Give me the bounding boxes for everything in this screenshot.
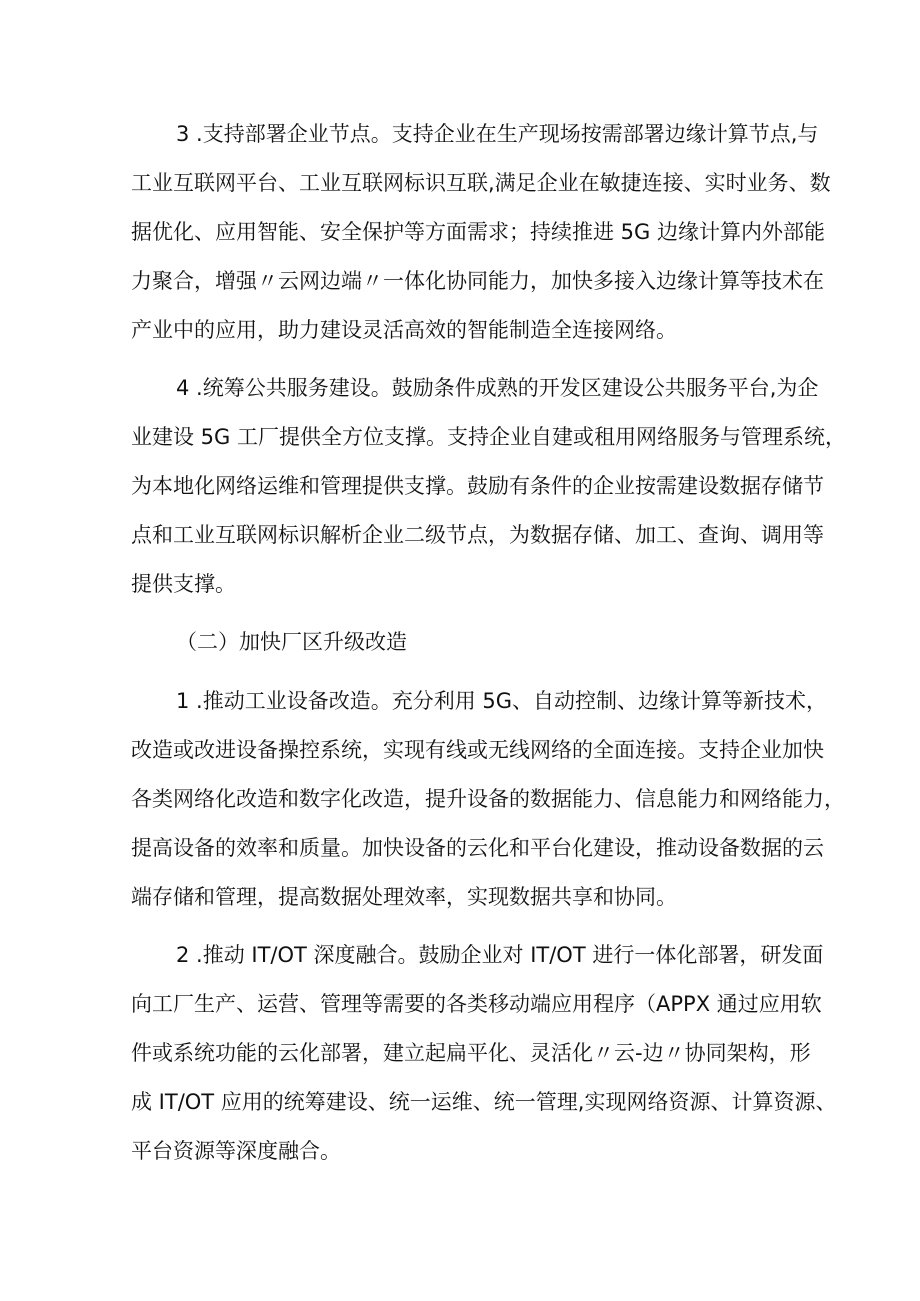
- text-line: 1 .推动工业设备改造。充分利用 5G、自动控制、边缘计算等新技术，: [176, 689, 828, 713]
- text-line: 4 .统筹公共服务建设。鼓励条件成熟的开发区建设公共服务平台,为企: [176, 376, 819, 400]
- text-line: 产业中的应用，助力建设灵活高效的智能制造全连接网络。: [131, 318, 677, 342]
- text-line: 3 .支持部署企业节点。支持企业在生产现场按需部署边缘计算节点,与: [176, 122, 819, 146]
- text-line: 2 .推动 IT/OT 深度融合。鼓励企业对 IT/OT 进行一体化部署，研发面: [176, 943, 824, 967]
- text-line: 平台资源等深度融合。: [131, 1139, 341, 1163]
- text-line: 提供支撑。: [131, 572, 236, 596]
- text-line: 工业互联网平台、工业互联网标识互联,满足企业在敏捷连接、实时业务、数: [131, 171, 831, 195]
- text-line: 业建设 5G 工厂提供全方位支撑。支持企业自建或租用网络服务与管理系统，: [131, 425, 846, 449]
- text-line: 力聚合，增强〃云网边端〃一体化协同能力，加快多接入边缘计算等技术在: [131, 269, 824, 293]
- text-line: 据优化、应用智能、安全保护等方面需求；持续推进 5G 边缘计算内外部能: [131, 220, 825, 244]
- text-line: 成 IT/OT 应用的统筹建设、统一运维、统一管理,实现网络资源、计算资源、: [131, 1090, 837, 1114]
- text-line: 提高设备的效率和质量。加快设备的云化和平台化建设，推动设备数据的云: [131, 836, 824, 860]
- text-line: 向工厂生产、运营、管理等需要的各类移动端应用程序（APPX 通过应用软: [131, 992, 822, 1016]
- text-line: 为本地化网络运维和管理提供支撑。鼓励有条件的企业按需建设数据存储节: [131, 474, 824, 498]
- section-heading-text: （二）加快厂区升级改造: [176, 630, 407, 654]
- text-line: 点和工业互联网标识解析企业二级节点，为数据存储、加工、查询、调用等: [131, 523, 824, 547]
- text-line: 各类网络化改造和数字化改造，提升设备的数据能力、信息能力和网络能力，: [131, 787, 845, 811]
- text-line: 改造或改进设备操控系统，实现有线或无线网络的全面连接。支持企业加快: [131, 738, 824, 762]
- text-line: 端存储和管理，提高数据处理效率，实现数据共享和协同。: [131, 885, 677, 909]
- text-line: 件或系统功能的云化部署，建立起扁平化、灵活化〃云-边〃协同架构，形: [131, 1041, 811, 1065]
